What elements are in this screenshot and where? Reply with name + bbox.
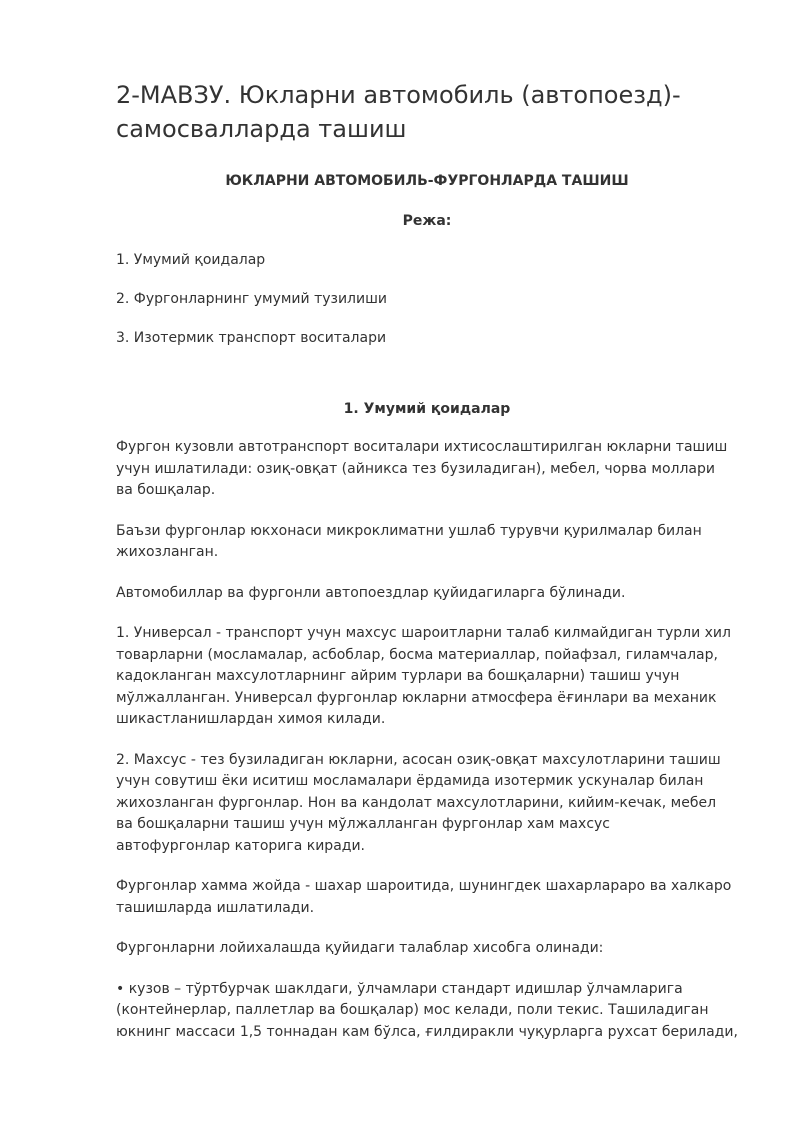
body-paragraph: 1. Универсал - транспорт учун махсус шароитларни талаб килмайдиган турли хил товарларни (мосламалар, асбоблар, босма материаллар, пойафзал, гиламчалар, кадокланган махсулотларнинг айрим турлари ва бошқаларни) ташиш учун мўлжалланган. Универсал фургонлар юкларни атмосфера ёғинлари ва механик шикастланишлардан химоя килади. [116,625,731,727]
body-paragraph: Баъзи фургонлар юкхонаси микроклиматни ушлаб турувчи қурилмалар билан жихозланган. [116,522,702,560]
plan-item: 1. Умумий қоидалар [116,252,266,268]
section-heading: 1. Умумий қоидалар [343,401,511,417]
document-title: 2-МАВЗУ. Юкларни автомобиль (автопоезд)- самосвалларда ташиш [116,81,681,143]
document-subtitle: ЮКЛАРНИ АВТОМОБИЛЬ-ФУРГОНЛАРДА ТАШИШ [225,173,629,189]
plan-item: 2. Фургонларнинг умумий тузилиши [116,291,388,307]
body-paragraph: Автомобиллар ва фургонли автопоездлар қуйидагиларга бўлинади. [116,584,626,601]
body-paragraph: • кузов – тўртбурчак шаклдаги, ўлчамлари стандарт идишлар ўлчамларига (контейнерлар, паллетлар ва бошқалар) мос келади, поли текис. Ташиладиган юкнинг массаси 1,5 тоннадан кам бўлса, ғилдиракли чуқурларга рухсат берилади, [116,980,738,1040]
plan-item: 3. Изотермик транспорт воситалари [116,330,387,346]
body-paragraph: Фургон кузовли автотранспорт воситалари ихтисослаштирилган юкларни ташиш учун ишлатилади: озиқ-овқат (айникса тез бузиладиган), мебел, чорва моллари ва бошқалар. [116,439,728,498]
plan-heading: Режа: [402,213,452,229]
body-paragraph: Фургонлар хамма жойда - шахар шароитида, шунингдек шахарлараро ва халкаро ташишларда ишлатилади. [116,878,732,916]
body-paragraph: Фургонларни лойихалашда қуйидаги талаблар хисобга олинади: [116,940,604,956]
body-paragraph: 2. Махсус - тез бузиладиган юкларни, асосан озиқ-овқат махсулотларини ташиш учун совутиш ёки иситиш мосламалари ёрдамида изотермик ускуналар билан жихозланган фургонлар. Нон ва кандолат махсулотларини, кийим-кечак, мебел ва бошқаларни ташиш учун мўлжалланган фургонлар хам махсус автофургонлар каторига киради. [116,751,721,854]
